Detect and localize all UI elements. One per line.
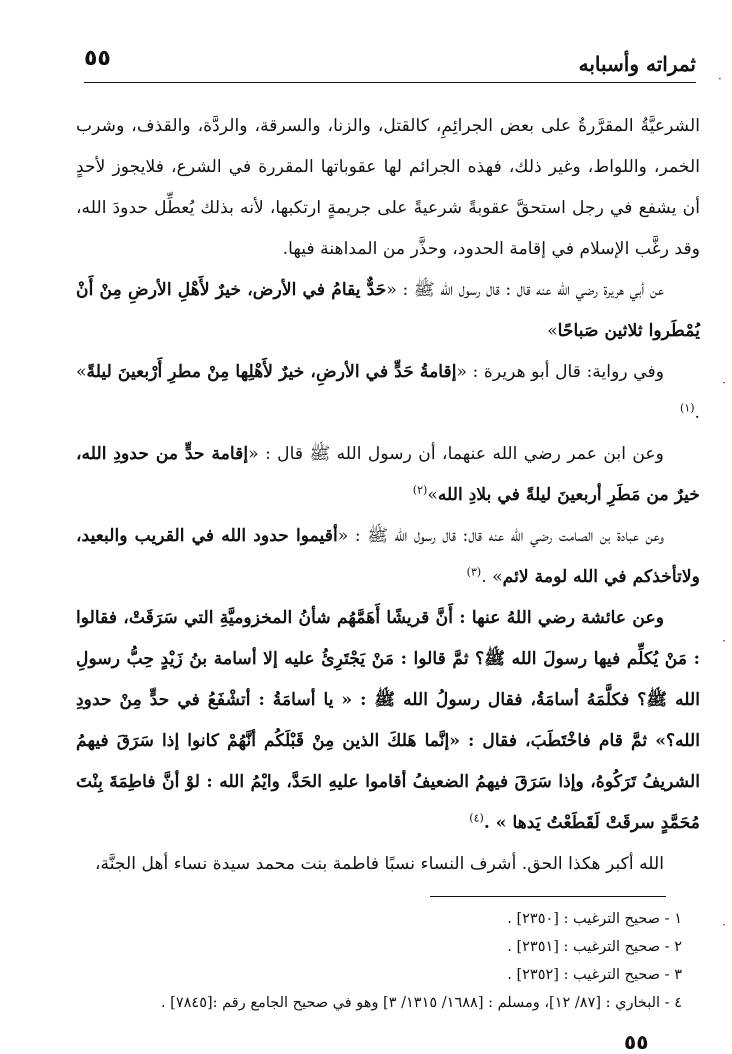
footnote-marker: (١) [680, 401, 695, 415]
page-header [84, 42, 696, 86]
header-page-number: ٥٥ [84, 46, 111, 71]
paragraph-intro: عن أبي هريرة رضي الله عنه قال : قال رسول الله ﷺ : « [386, 280, 665, 300]
paragraph-close: » . [481, 567, 503, 587]
footnote-marker: (٢) [412, 483, 428, 497]
paragraph-intro: وعن عبادة بن الصامت رضي الله عنه قال: قال رسول الله ﷺ : « [337, 526, 664, 546]
paragraph-text: الله أكبر هكذا الحق. أشرف النساء نسبًا فاطمة بنت محمد سيدة نساء أهل الجنَّة، [94, 854, 664, 874]
footnote-marker: (٤) [469, 811, 484, 825]
paragraph-5 [76, 516, 700, 598]
footnote-1: ١ - صحيح الترغيب : [٢٣٥٠] . [507, 911, 682, 927]
footnote-2: ٢ - صحيح الترغيب : [٢٣٥١] . [507, 939, 682, 955]
paragraph-close: » [547, 321, 558, 341]
footnote-separator [430, 896, 666, 897]
footnotes [100, 905, 682, 1017]
footnote-3: ٣ - صحيح الترغيب : [٢٣٥٢] . [507, 967, 682, 983]
paragraph-2 [76, 270, 700, 352]
paragraph-intro: وفي رواية: قال أبو هريرة : « [456, 362, 665, 382]
paragraph-7 [76, 844, 700, 885]
paragraph-intro: وعن ابن عمر رضي الله عنهما، أن رسول الله ﷺ قال : « [248, 444, 664, 464]
scan-tick-mark: · [722, 918, 726, 932]
header-rule [84, 82, 696, 83]
footnote-marker: (٣) [466, 565, 482, 579]
running-title: ثمراته وأسبابه [578, 52, 696, 76]
paragraph-text: وعن عائشة رضي اللهُ عنها : أَنَّ قريشًا أَهَمَّهُم شأنُ المخزوميَّةِ التي سَرَقَتْ، فقالوا : مَنْ يُكلِّم فيها رسولَ الله ﷺ؟ ثمَّ قالوا : مَنْ يَجْتَرِئُ عليه إلا أسامة بنُ زَيْدٍ حِبُّ رسولِ الله ﷺ؟ فكلَّمَهُ أسامَةُ، فقال رسولُ الله ﷺ : « يا أسامَةُ : أتشْفَعُ في حدٍّ مِنْ حدودِ الله؟» ثمَّ قام فاخْتَطَبَ، فقال : «إنَّما هَلكَ الذين مِنْ قَبْلَكُم أنَّهُمْ كانوا إذا سَرَقَ فيهمُ الشريفُ تَرَكُوهُ، وإذا سَرَقَ فيهمُ الضعيفُ أقاموا عليهِ الحَدَّ، وايْمُ الله : لوْ أنَّ فاطِمَةَ بِنْتَ مُحَمَّدٍ سرقَتْ لَقَطَعْتُ يَدها » . [76, 608, 700, 833]
paragraph-text: الشرعيَّةُ المقرَّرةُ على بعض الجرائِمِ، كالقتل، والزنا، والسرقة، والردَّة، والقذف، وشرب الخمر، واللواط، وغير ذلك، فهذه الجرائم لها عقوباتها المقررة في الشرع، فلايجوز لأحدٍ أن يشفع في رجل استحقَّ عقوبةً شرعيةً على جريمةٍ ارتكبها، لأنه بذلك يُعطِّل حدودَ الله، وقد رغَّب الإسلام في إقامة الحدود، وحذَّر من المداهنة فيها. [76, 116, 700, 259]
hadith-quote: إقامة حدٍّ من حدودِ الله، خيرٌ من مَطَرِ أربعينَ ليلةً في بلادِ الله [76, 444, 700, 505]
paragraph-6 [76, 598, 700, 844]
hadith-quote: حَدٌّ يقامُ في الأرض، خيرٌ لأَهْلِ الأرضِ مِنْ أَنْ يُمْطَروا ثلاثين صَباحًا [76, 280, 700, 341]
paragraph-close: » [427, 485, 438, 505]
main-text [76, 106, 700, 885]
paragraph-close: » . [76, 362, 700, 423]
footer-page-number: ٥٥ [624, 1030, 649, 1054]
scan-tick-mark: · [722, 634, 726, 648]
scan-tick-mark: · [722, 376, 726, 390]
hadith-quote: أقيموا حدود الله في القريب والبعيد، ولاتأخذكم في الله لومة لائم [76, 526, 700, 587]
paragraph-4 [76, 434, 700, 516]
hadith-quote: إقامةُ حَدٍّ في الأرضِ، خيرٌ لأَهْلِها مِنْ مطرِ أَرْبعينَ ليلةً [86, 362, 457, 382]
scan-tick-mark: · [718, 72, 722, 86]
paragraph-1 [76, 106, 700, 270]
paragraph-3 [76, 352, 700, 434]
footnote-4: ٤ - البخاري : [٨٧/ ١٢]، ومسلم : [١٦٨٨/ ١٣١٥/ ٣] وهو في صحيح الجامع رقم :[٧٨٤٥] . [160, 995, 682, 1011]
